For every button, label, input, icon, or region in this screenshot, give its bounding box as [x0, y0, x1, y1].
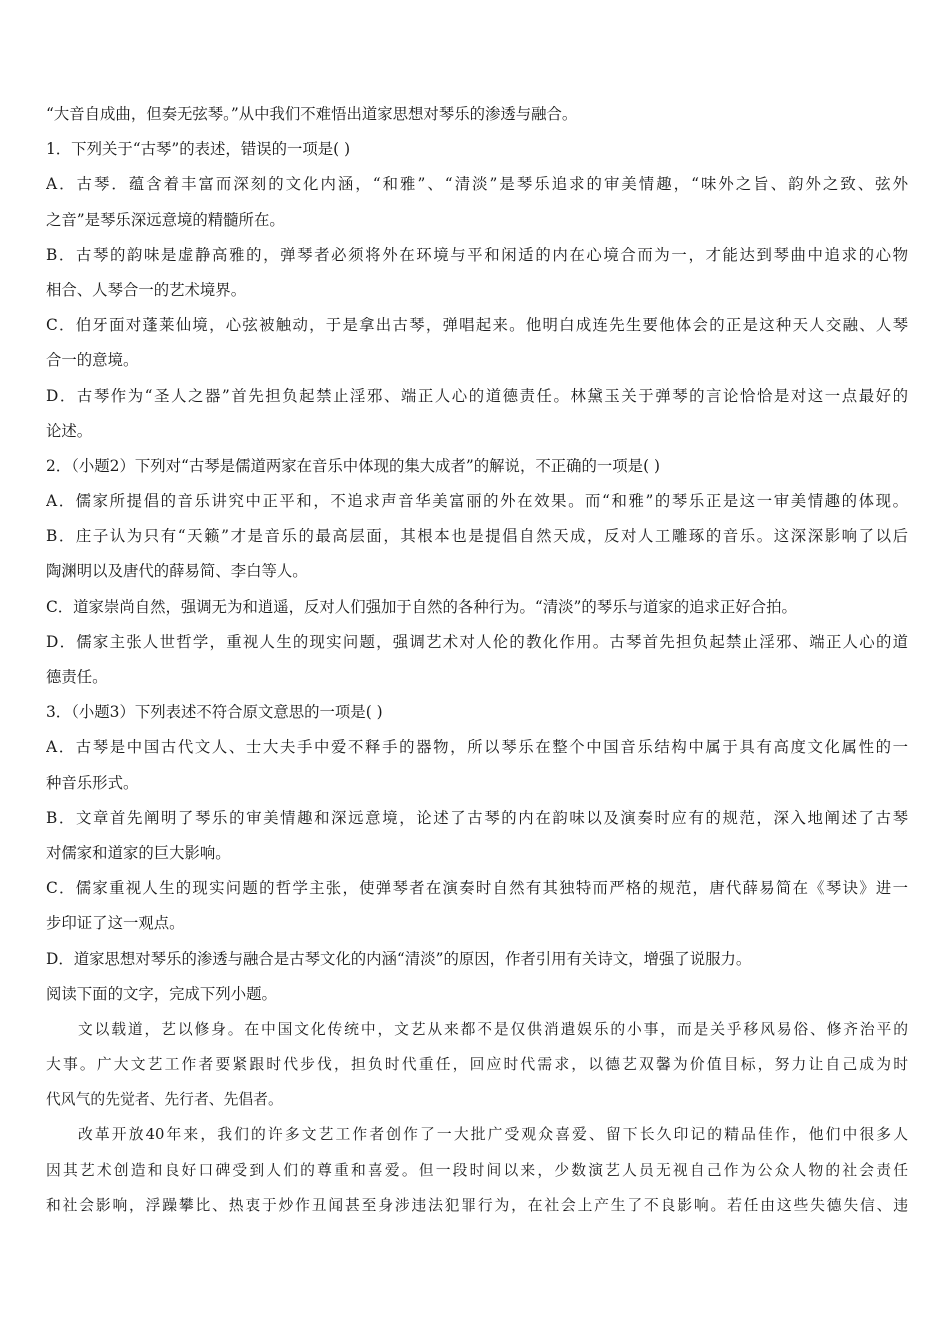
question-1-option-a-cont: 之音”是琴乐深远意境的精髓所在。: [46, 210, 285, 229]
question-3-option-b: B．文章首先阐明了琴乐的审美情趣和深远意境，论述了古琴的内在韵味以及演奏时应有的规范，深入地阐述了古琴: [46, 808, 908, 827]
question-2-option-d: D．儒家主张人世哲学，重视人生的现实问题，强调艺术对人伦的教化作用。古琴首先担负起禁止淫邪、端正人心的道: [46, 632, 908, 651]
question-3-stem: 3．（小题3）下列表述不符合原文意思的一项是( ): [46, 703, 383, 722]
passage-paragraph-1-line-3: 代风气的先觉者、先行者、先倡者。: [46, 1091, 283, 1109]
question-1-option-a: A．古琴．蕴含着丰富而深刻的文化内涵，“和雅”、“清淡”是琴乐追求的审美情趣，“味外之旨、韵外之致、弦外: [46, 175, 908, 194]
question-3-option-a: A．古琴是中国古代文人、士大夫手中爱不释手的器物，所以琴乐在整个中国音乐结构中属于具有高度文化属性的一: [46, 738, 908, 757]
question-3-option-d: D．道家思想对琴乐的渗透与融合是古琴文化的内涵“清淡”的原因，作者引用有关诗文，增强了说服力。: [46, 949, 752, 968]
question-3-option-c-cont: 步印证了这一观点。: [46, 914, 185, 933]
question-2-option-c: C．道家崇尚自然，强调无为和逍遥，反对人们强加于自然的各种行为。“清淡”的琴乐与道家的追求正好合拍。: [46, 597, 797, 616]
question-1-option-d: D．古琴作为“圣人之器”首先担负起禁止淫邪、端正人心的道德责任。林黛玉关于弹琴的言论恰恰是对这一点最好的: [46, 386, 908, 405]
passage-paragraph-2-line-3: 和社会影响，浮躁攀比、热衷于炒作丑闻甚至身涉违法犯罪行为，在社会上产生了不良影响。若任由这些失德失信、违: [46, 1196, 908, 1214]
question-1-stem: 1．下列关于“古琴”的表述，错误的一项是( ): [46, 140, 351, 159]
question-3-option-a-cont: 种音乐形式。: [46, 773, 139, 792]
question-1-option-b: B．古琴的韵味是虚静高雅的，弹琴者必须将外在环境与平和闲适的内在心境合而为一，才能达到琴曲中追求的心物: [46, 245, 908, 264]
question-2-option-b: B．庄子认为只有“天籁”才是音乐的最高层面，其根本也是提倡自然天成，反对人工雕琢的音乐。这深深影响了以后: [46, 527, 908, 546]
question-1-option-c: C．伯牙面对蓬莱仙境，心弦被触动，于是拿出古琴，弹唱起来。他明白成连先生要他体会的正是这种天人交融、人琴: [46, 316, 908, 335]
question-1-option-d-cont: 论述。: [46, 421, 93, 440]
passage-paragraph-2-line-1: 改革开放40年来，我们的许多文艺工作者创作了一大批广受观众喜爱、留下长久印记的精品佳作，他们中很多人: [78, 1126, 908, 1144]
passage-paragraph-1-line-1: 文以载道，艺以修身。在中国文化传统中，文艺从来都不是仅供消遣娱乐的小事，而是关乎移风易俗、修齐治平的: [78, 1020, 908, 1038]
passage-paragraph-1-line-2: 大事。广大文艺工作者要紧跟时代步伐，担负时代重任，回应时代需求，以德艺双馨为价值目标，努力让自己成为时: [46, 1056, 908, 1074]
question-2-option-a: A．儒家所提倡的音乐讲究中正平和，不追求声音华美富丽的外在效果。而“和雅”的琴乐正是这一审美情趣的体现。: [46, 492, 908, 511]
question-2-option-b-cont: 陶渊明以及唐代的薛易简、李白等人。: [46, 562, 308, 581]
question-1-option-c-cont: 合一的意境。: [46, 351, 139, 370]
question-1-option-b-cont: 相合、人琴合一的艺术境界。: [46, 280, 247, 299]
passage-paragraph-2-line-2: 因其艺术创造和良好口碑受到人们的尊重和喜爱。但一段时间以来，少数演艺人员无视自己作为公众人物的社会责任: [46, 1161, 908, 1179]
text-line: “大音自成曲，但奏无弦琴。”从中我们不难悟出道家思想对琴乐的渗透与融合。: [46, 105, 578, 123]
question-3-option-b-cont: 对儒家和道家的巨大影响。: [46, 843, 231, 862]
reading-instruction: 阅读下面的文字，完成下列小题。: [46, 984, 277, 1003]
document-page: [46, 97, 908, 1223]
question-3-option-c: C．儒家重视人生的现实问题的哲学主张，使弹琴者在演奏时自然有其独特而严格的规范，唐代薛易简在《琴诀》进一: [46, 879, 908, 898]
question-2-option-d-cont: 德责任。: [46, 668, 108, 686]
question-2-stem: 2．（小题2）下列对“古琴是儒道两家在音乐中体现的集大成者”的解说，不正确的一项是( ): [46, 456, 660, 475]
